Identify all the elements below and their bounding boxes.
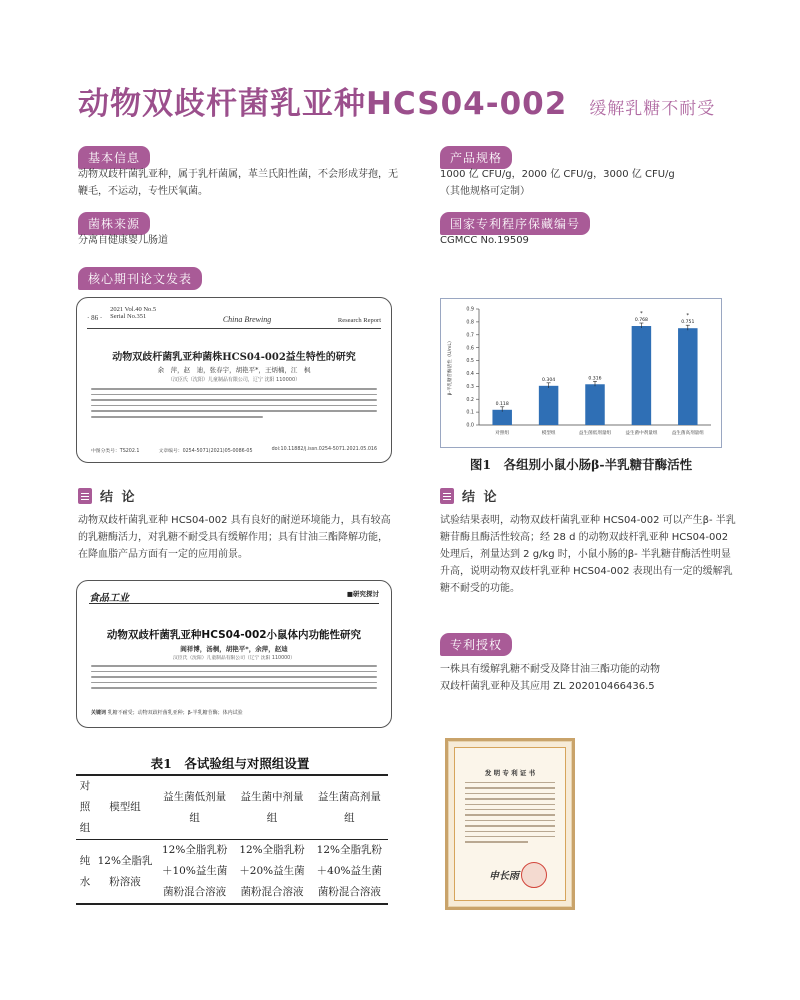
patent-certificate: [445, 738, 575, 910]
spec-line-2: （其他规格可定制）: [440, 186, 530, 197]
patent-line-2: 双歧杆菌乳亚种及其应用 ZL 202010466436.5: [440, 681, 655, 692]
paper2-keywords-label: 关键词: [91, 710, 107, 716]
significance-star: *: [686, 313, 690, 320]
paper1-card: [76, 297, 392, 463]
basic-info-text: 动物双歧杆菌乳亚种，属于乳杆菌属，革兰氏阳性菌，不会形成芽孢，无鞭毛，不运动，专性厌氧菌。: [78, 169, 398, 197]
basic-info-tag: 基本信息: [78, 146, 150, 169]
data-label: 0.118: [495, 401, 509, 407]
conclusion-left-text: 动物双歧杆菌乳亚种 HCS04-002 具有良好的耐逆环境能力，具有较高的乳糖酶活力，对乳糖不耐受具有缓解作用；具有甘油三酯降解功能，在降血脂产品方面有一定的应用前景。: [78, 515, 391, 560]
table-header-cell: 对照组: [79, 780, 91, 834]
bar: [585, 384, 604, 425]
paper1-type: Research Report: [337, 317, 381, 324]
patent-tag: 专利授权: [440, 633, 512, 656]
table-cell: 12%全脂乳粉＋20%益生菌菌粉混合溶液: [239, 844, 305, 898]
document-icon: [440, 488, 454, 504]
paper2-keywords-text: 乳糖不耐受；动物双歧杆菌乳亚种；β-半乳糖苷酶；体内试验: [107, 710, 243, 716]
paper2-logo: 食品工业: [89, 593, 129, 604]
paper1-title: 动物双歧杆菌乳亚种菌株HCS04-002益生特性的研究: [112, 352, 356, 363]
table-cell: 纯水: [79, 854, 91, 888]
y-tick-label: 0.3: [466, 384, 474, 390]
table-cell: 12%全脂乳粉＋40%益生菌菌粉混合溶液: [316, 844, 382, 898]
paper2-affiliation: 汉臣氏（沈阳）儿童制品有限公司（辽宁 沈阳 110000）: [172, 656, 296, 661]
page-subtitle: 缓解乳糖不耐受: [589, 99, 716, 119]
paper1-footer-right: doi:10.11882/j.issn.0254-5071.2021.05.016: [271, 447, 377, 452]
x-tick-label: 益生菌低剂量组: [578, 431, 612, 436]
table-header-cell: 益生菌高剂量组: [317, 790, 381, 824]
table-header-row: [76, 775, 388, 840]
y-tick-label: 0.0: [466, 423, 474, 429]
y-tick-label: 0.8: [466, 320, 474, 326]
table-header-cell: 模型组: [109, 801, 141, 813]
data-label: 0.751: [681, 320, 695, 326]
paper2-card: [76, 580, 392, 728]
paper2-title: 动物双歧杆菌乳亚种HCS04-002小鼠体内功能性研究: [106, 629, 362, 641]
table-cell: 12%全脂乳粉溶液: [97, 854, 153, 888]
data-label: 0.316: [588, 376, 602, 382]
paper1-abstract: [91, 388, 377, 422]
y-tick-label: 0.9: [466, 307, 474, 313]
paper1-authors: 余 萍，赵 迪，张春宇，胡艳平*，王炳楠，江 枫: [157, 366, 311, 374]
conclusion-right-head: [440, 486, 499, 505]
journal-tag: 核心期刊论文发表: [78, 267, 202, 290]
conclusion-right-text: 试验结果表明，动物双歧杆菌乳亚种 HCS04-002 可以产生β- 半乳糖苷酶且酶活性较高；经 28 d 的动物双歧杆乳亚种 HCS04-002 处理后，剂量达到 2 g/kg 时，小鼠小肠的β- 半乳糖苷酶活性明显升高，说明动物双歧杆乳亚种 HCS04-002 表现出有一定的缓解乳糖不耐受的功能。: [440, 515, 736, 594]
paper2-authors: 阎祥博，汤桐，胡艳平*，余萍，赵迪: [180, 645, 288, 653]
conclusion-right-label: 结 论: [462, 490, 499, 505]
table-header-cell: 益生菌中剂量组: [240, 790, 304, 824]
y-tick-label: 0.4: [466, 372, 474, 378]
paper1-header: [87, 306, 381, 324]
paper1-vol: 2021 Vol.40 No.5: [110, 306, 157, 313]
page-title: 动物双歧杆菌乳亚种HCS04-002: [78, 86, 568, 122]
paper2-abstract: [91, 665, 377, 693]
spec-line-1: 1000 亿 CFU/g，2000 亿 CFU/g，3000 亿 CFU/g: [440, 169, 675, 180]
paper2-section: ■研究探讨: [346, 590, 379, 598]
chart-caption: 图1 各组别小鼠小肠β-半乳糖苷酶活性: [469, 457, 693, 472]
bar: [492, 410, 511, 425]
data-label: 0.304: [542, 377, 556, 383]
certificate-text: [465, 782, 555, 847]
x-tick-label: 益生菌中剂量组: [625, 431, 658, 436]
enzyme-chart: [440, 298, 722, 448]
y-axis-label: β-半乳糖苷酶活性（U/mL）: [448, 338, 453, 396]
certificate-signature: 申长雨: [489, 871, 519, 882]
paper1-serial: Serial No.351: [110, 313, 147, 320]
certificate-title: 发 明 专 利 证 书: [484, 769, 536, 777]
table-cell: 12%全脂乳粉＋10%益生菌菌粉混合溶液: [161, 844, 228, 898]
document-icon: [78, 488, 92, 504]
bar: [539, 386, 558, 425]
deposit-text: CGMCC No.19509: [440, 235, 529, 246]
paper1-affiliation: （汉臣氏（沈阳）儿童制品有限公司，辽宁 沈阳 110000）: [167, 377, 301, 383]
table-row: [76, 840, 388, 905]
x-tick-label: 益生菌高剂量组: [671, 431, 704, 436]
patent-text: [440, 661, 740, 695]
enzyme-chart-svg: [441, 299, 721, 447]
paper1-journal: China Brewing: [222, 315, 272, 324]
y-tick-label: 0.7: [466, 333, 474, 339]
paper2-keywords: [91, 709, 243, 716]
seal-icon: [521, 862, 547, 888]
source-tag: 菌株来源: [78, 212, 150, 235]
bar: [632, 326, 651, 425]
conclusion-left-head: [78, 486, 137, 505]
y-tick-label: 0.5: [466, 359, 474, 365]
y-tick-label: 0.1: [466, 410, 474, 416]
spec-text: [440, 166, 740, 200]
paper2-divider: [89, 603, 379, 604]
y-tick-label: 0.2: [466, 397, 474, 403]
source-text: 分离自健康婴儿肠道: [78, 235, 168, 246]
conclusion-left-label: 结 论: [100, 490, 137, 505]
y-tick-label: 0.6: [466, 346, 474, 352]
significance-star: *: [640, 311, 643, 318]
bar: [678, 328, 697, 425]
table-caption: 表1 各试验组与对照组设置: [150, 756, 310, 771]
paper1-page: · 86 ·: [87, 314, 103, 322]
x-tick-label: 模型组: [541, 431, 556, 436]
certificate-inner: [454, 747, 566, 901]
patent-line-1: 一株具有缓解乳糖不耐受及降甘油三酯功能的动物: [440, 664, 660, 675]
table-header-cell: 益生菌低剂量组: [163, 790, 227, 824]
group-table: [76, 774, 388, 905]
title-row: [78, 78, 715, 123]
paper1-footer-mid: 文章编号：0254-5071(2021)05-0086-05: [158, 449, 253, 454]
deposit-tag: 国家专利程序保藏编号: [440, 212, 590, 235]
paper1-divider: [87, 328, 381, 329]
paper1-footer: [91, 447, 377, 454]
spec-tag: 产品规格: [440, 146, 512, 169]
data-label: 0.768: [634, 318, 648, 324]
paper1-footer-left: 中图分类号：TS202.1: [91, 449, 140, 454]
x-tick-label: 对照组: [495, 431, 510, 436]
